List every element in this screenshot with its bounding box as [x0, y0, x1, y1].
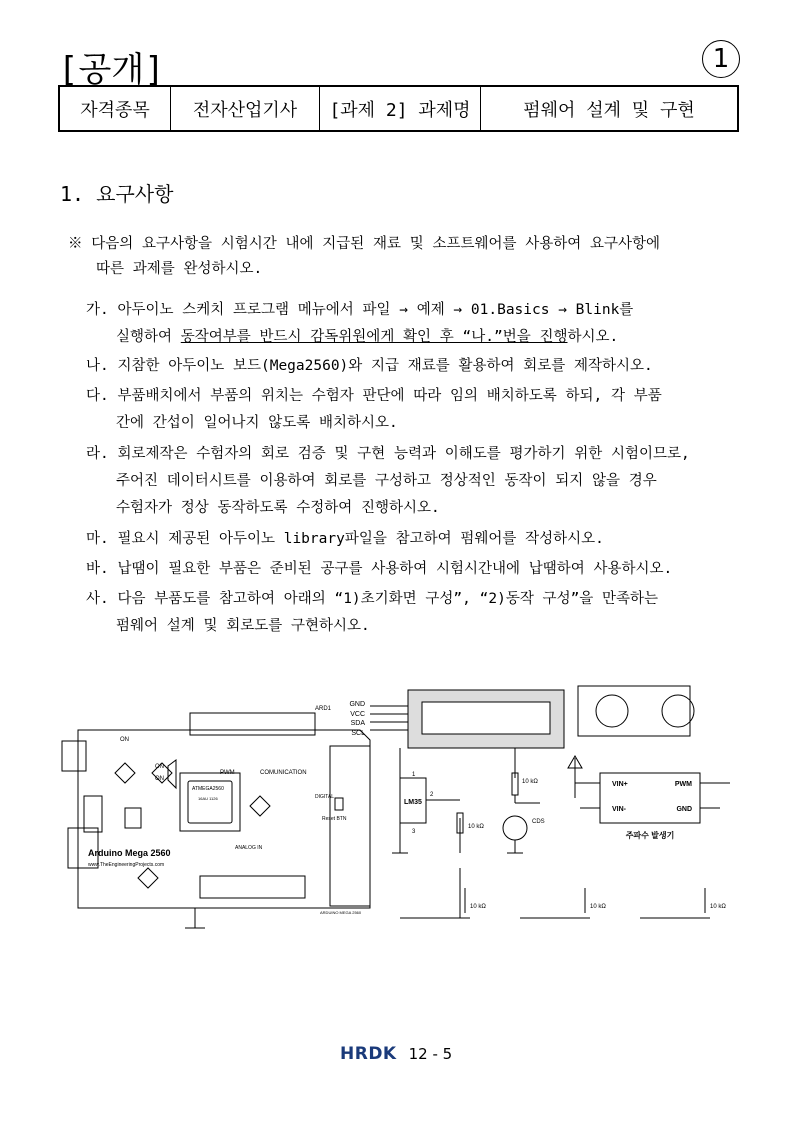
us-vin-minus: VIN-	[612, 806, 626, 813]
task-value: 펌웨어 설계 및 구현	[481, 86, 739, 131]
page-footer	[340, 1044, 452, 1064]
item-da-line-2: 간에 간섭이 일어나지 않도록 배치하시오.	[116, 415, 398, 431]
lcd-module	[370, 690, 564, 748]
item-ra-line-3: 수험자가 정상 동작하도록 수정하여 진행하시오.	[116, 500, 440, 516]
item-ga-line-1: 가. 아두이노 스케치 프로그램 메뉴에서 파일 → 예제 → 01.Basics → Blink를	[86, 302, 634, 318]
component-diagram	[60, 668, 750, 948]
note-line-2: 따른 과제를 완성하시오.	[96, 261, 263, 277]
analog-label: ANALOG IN	[235, 845, 263, 851]
item-ga-line-2	[116, 325, 618, 346]
item-ga-pre: 실행하여	[116, 329, 181, 345]
field-value: 전자산업기사	[171, 86, 320, 131]
item-ra-line-2: 주어진 데이터시트를 이용하여 회로를 구성하고 정상적인 동작이 되지 않을 경우	[116, 473, 657, 489]
digital-label: DIGITAL	[315, 794, 335, 800]
button-circuits	[400, 868, 710, 918]
button-3-resistor: 10 kΩ	[710, 904, 726, 910]
button-1-resistor: 10 kΩ	[470, 904, 486, 910]
board-bottom-label: ARDUINO MEGA 2560	[320, 910, 362, 915]
item-sa-line-2: 펌웨어 설계 및 회로도를 구현하시오.	[116, 618, 370, 634]
pwm-label: PWM	[220, 770, 235, 776]
us-vin-plus: VIN+	[612, 781, 628, 788]
section-title: 1. 요구사항	[60, 182, 174, 206]
item-ga-underlined: 동작여부를 반드시 감독위원에게 확인 후 “나.”번을 진행	[180, 329, 568, 345]
on-label-2: ON	[155, 764, 164, 770]
us-pwm: PWM	[674, 781, 692, 788]
hrdk-logo: HRDK	[340, 1044, 397, 1064]
lcd-pin-scl: SCL	[351, 730, 365, 737]
board-name: Arduino Mega 2560	[88, 848, 171, 858]
ard1-label: ARD1	[315, 706, 332, 712]
lm35-pin-2: 2	[430, 792, 434, 798]
lcd-pin-gnd: GND	[349, 701, 365, 708]
lcd-pin-sda: SDA	[350, 720, 365, 727]
reset-label: Reset BTN	[322, 816, 347, 822]
info-table	[58, 85, 739, 132]
public-label: [공개]	[58, 50, 165, 90]
board-site: www.TheEngineeringProjects.com	[88, 862, 165, 868]
ultrasonic-sensor	[568, 686, 730, 823]
lm35-resistor: 10 kΩ	[468, 824, 484, 830]
cds-sensor	[503, 748, 540, 853]
comm-label: COMUNICATION	[260, 770, 307, 776]
item-sa-line-1: 사. 다음 부품도를 참고하여 아래의 “1)초기화면 구성”, “2)동작 구성”을 만족하는	[86, 591, 659, 607]
on-label-3: ON	[155, 776, 164, 782]
lm35-pin-3: 3	[412, 829, 416, 835]
us-gnd: GND	[676, 806, 692, 813]
lm35-pin-1: 1	[412, 772, 416, 778]
item-ra-line-1: 라. 회로제작은 수험자의 회로 검증 및 구현 능력과 이해도를 평가하기 위한 시험이므로,	[86, 446, 690, 462]
button-2-resistor: 10 kΩ	[590, 904, 606, 910]
chip-label: ATMEGA2560	[192, 786, 224, 792]
cds-resistor: 10 kΩ	[522, 779, 538, 785]
cds-label: CDS	[532, 819, 545, 825]
field-label: 자격종목	[59, 86, 171, 131]
us-label: 주파수 발생기	[625, 831, 675, 840]
lcd-pin-vcc: VCC	[350, 711, 365, 718]
item-ma: 마. 필요시 제공된 아두이노 library파일을 참고하여 펌웨어를 작성하시오.	[86, 531, 604, 547]
item-na: 나. 지참한 아두이노 보드(Mega2560)와 지급 재료를 활용하여 회로를 제작하시오.	[86, 358, 653, 374]
page-number: 12 - 5	[408, 1045, 453, 1063]
item-ba: 바. 납땜이 필요한 부품은 준비된 공구를 사용하여 시험시간내에 납땜하여 사용하시오.	[86, 561, 673, 577]
lm35-sensor	[392, 748, 463, 853]
item-ga-post: 하시오.	[567, 329, 619, 345]
item-da-line-1: 다. 부품배치에서 부품의 위치는 수험자 판단에 따라 임의 배치하도록 하되, 각 부품	[86, 388, 662, 404]
on-label-1: ON	[120, 737, 129, 743]
chip-sub-label: 16AU 1126	[198, 796, 218, 801]
note-line-1: ※ 다음의 요구사항을 시험시간 내에 지급된 재료 및 소프트웨어를 사용하여 요구사항에	[68, 236, 661, 252]
lm35-label: LM35	[404, 799, 422, 806]
task-label: [과제 2] 과제명	[320, 86, 481, 131]
page-circle-number: 1	[702, 40, 740, 78]
